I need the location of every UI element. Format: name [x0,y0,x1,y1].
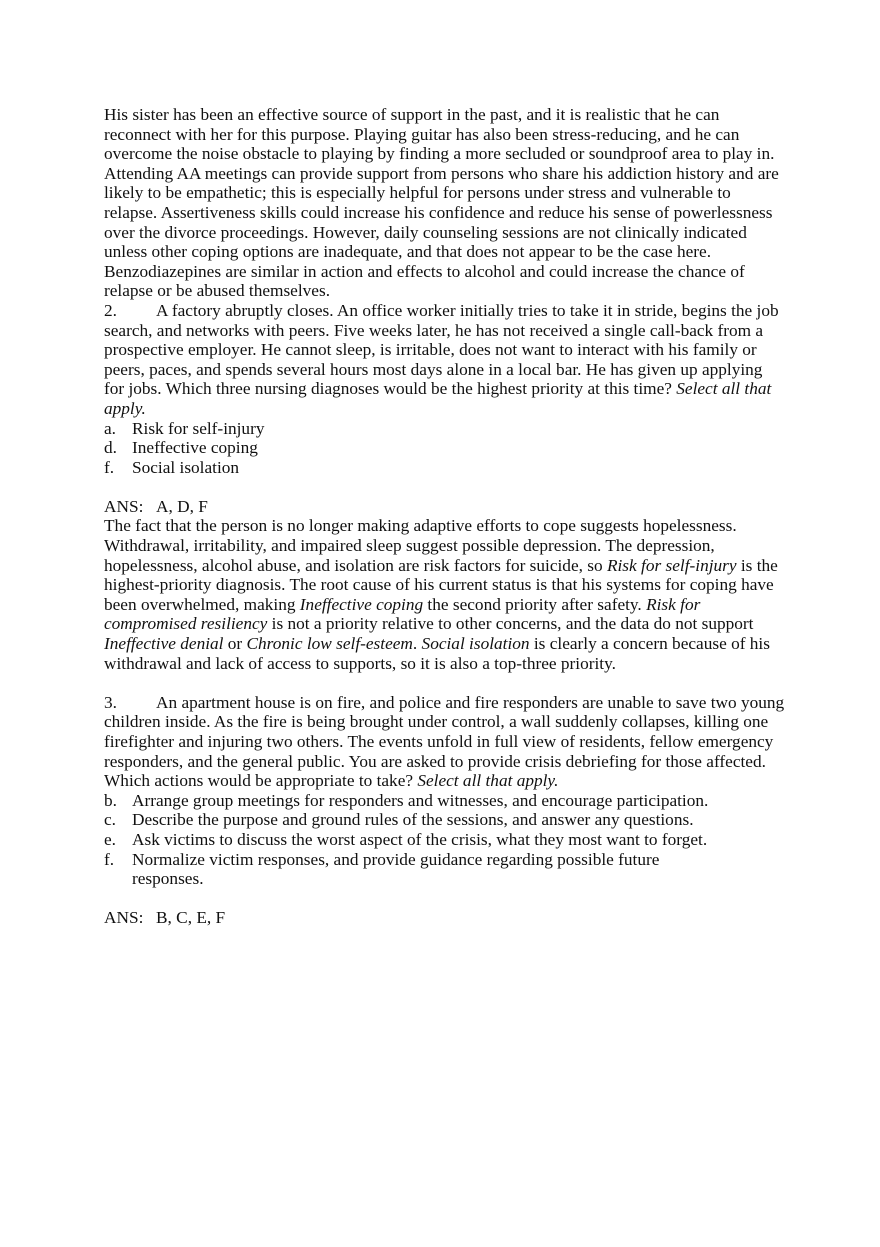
option-e [104,830,785,850]
option-d [104,438,785,458]
rationale-italic: Risk for self-injury [606,555,737,575]
option-f [104,458,785,478]
option-letter: a. [104,418,116,438]
option-text: Risk for self-injury [132,418,265,438]
option-text: Ineffective coping [132,438,258,458]
question-2-answer [104,497,785,517]
answer-label: ANS: [104,908,144,928]
rationale-text: the second priority after safety. [423,594,647,614]
question-3-number: 3. [104,692,117,712]
rationale-italic: Ineffective denial [104,634,224,654]
option-letter: d. [104,438,117,458]
spacer [104,477,785,497]
rationale-text: . [412,634,422,654]
question-2-instruction: Select all that apply. [104,379,772,418]
question-2-options [104,419,785,478]
question-3-answer [104,908,785,928]
option-text: Arrange group meetings for responders and witnesses, and encourage participation. [132,790,709,810]
question-3-options [104,791,785,889]
rationale-italic: Risk for compromised resiliency [104,594,701,634]
question-3-text: An apartment house is on fire, and police and fire responders are unable to save two young children inside. As the fire is being brought under control, a wall suddenly collapses, killing one firefighter and injuring two others. The events unfold in full view of residents, fellow emergency responders, and the general public. You are asked to provide crisis debriefing for those affected. Which actions would be appropriate to take? [104,692,785,791]
option-letter: b. [104,790,117,810]
rationale-italic: Social isolation [421,634,530,654]
rationale-text: is clearly a concern because of his withdrawal and lack of access to supports, so it is also a top-three priority. [104,634,770,673]
rationale-text: is the highest-priority diagnosis. The root cause of his current status is that his systems for coping have been overwhelmed, making [104,555,778,614]
rationale-italic: Ineffective coping [299,594,424,614]
spacer [104,889,785,909]
question-3-stem [104,693,785,791]
question-3-instruction: Select all that apply. [417,771,559,791]
spacer [104,673,785,693]
rationale-text: or [223,634,247,654]
answer-label: ANS: [104,496,144,516]
question-2-stem [104,301,785,419]
option-text: Describe the purpose and ground rules of the sessions, and answer any questions. [132,810,694,830]
option-text: Ask victims to discuss the worst aspect of the crisis, what they most want to forget. [132,829,708,849]
option-text: Social isolation [132,457,240,477]
option-letter: c. [104,810,116,830]
question-2-text: A factory abruptly closes. An office worker initially tries to take it in stride, begins the job search, and networks with peers. Five weeks later, he has not received a single call-back from a prospective employer. He cannot sleep, is irritable, does not want to interact with his family or peers, paces, and spends several hours most days alone in a local bar. He has given up applying for jobs. Which three nursing diagnoses would be the highest priority at this time? [104,300,779,399]
rationale-text: is not a priority relative to other concerns, and the data do not support [267,614,754,634]
rationale-text: The fact that the person is no longer making adaptive efforts to cope suggests hopelessness. Withdrawal, irritability, and impaired sleep suggest possible depression. The depression, hopelessness, alcohol abuse, and isolation are risk factors for suicide, so [104,516,737,575]
option-letter: f. [104,457,115,477]
question-2-rationale [104,516,785,673]
rationale-italic: Chronic low self-esteem [246,634,413,654]
question-2-number: 2. [104,300,117,320]
option-b [104,791,785,811]
option-letter: e. [104,829,116,849]
option-letter: f. [104,849,115,869]
option-f [104,850,785,889]
option-a [104,419,785,439]
intro-paragraph: His sister has been an effective source of support in the past, and it is realistic that he can reconnect with her for this purpose. Playing guitar has also been stress-reducing, and he can overcome the noise obstacle to playing by finding a more secluded or soundproof area to play in. Attending AA meetings can provide support from persons who share his addiction history and are likely to be empathetic; this is especially helpful for persons under stress and vulnerable to relapse. Assertiveness skills could increase his confidence and reduce his sense of powerlessness over the divorce proceedings. However, daily counseling sessions are not clinically indicated unless other coping options are inadequate, and that does not appear to be the case here. Benzodiazepines are similar in action and effects to alcohol and could increase the chance of relapse or be abused themselves. [104,105,779,301]
answer-value: A, D, F [156,496,208,516]
option-c [104,810,785,830]
answer-value: B, C, E, F [156,908,226,928]
option-text: Normalize victim responses, and provide guidance regarding possible future responses. [132,849,660,889]
